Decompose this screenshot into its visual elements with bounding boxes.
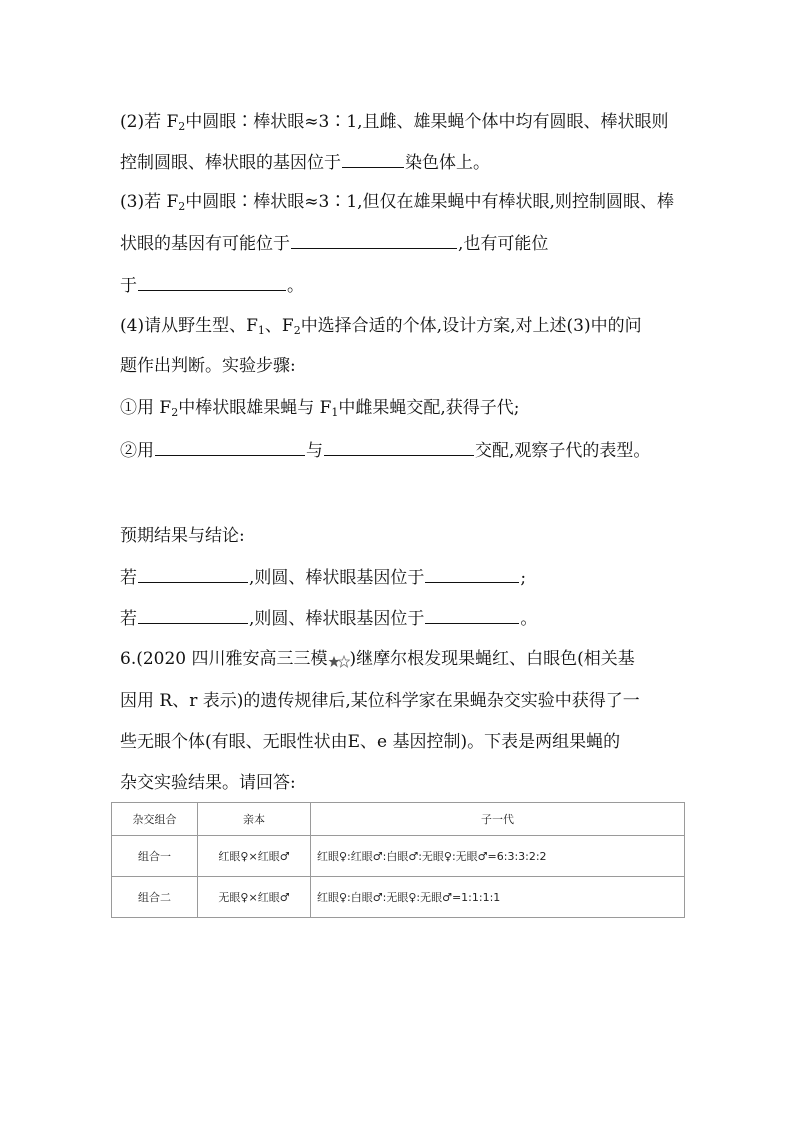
q3-line-3: 于 。: [120, 273, 680, 297]
table-cell: 红眼♀:红眼♂:白眼♂:无眼♀:无眼♂=6:3:3:2:2: [311, 836, 685, 877]
q4-step-2: ②用 与 交配,观察子代的表型。: [120, 438, 680, 462]
q3-line-2: 状眼的基因有可能位于 ,也有可能位: [120, 231, 680, 255]
q3-line-1: (3)若 $F_2$中圆眼∶棒状眼≈3∶1,但仅在雄果蝇中有棒状眼,则控制圆眼、棒: [120, 192, 674, 213]
table-row: [112, 836, 685, 877]
table-cell: 组合二: [112, 877, 198, 918]
result-line-1: 若 ,则圆、棒状眼基因位于 ;: [120, 565, 680, 589]
table-cell: 红眼♀×红眼♂: [198, 836, 311, 877]
table-cell: 无眼♀×红眼♂: [198, 877, 311, 918]
table-cell: 红眼♀:白眼♂:无眼♀:无眼♂=1:1:1:1: [311, 877, 685, 918]
result-line-2: 若 ,则圆、棒状眼基因位于 。: [120, 606, 680, 630]
answer-blank[interactable]: [155, 438, 305, 456]
answer-blank[interactable]: [138, 565, 248, 583]
answer-blank[interactable]: [324, 438, 474, 456]
q6-line-4: 杂交实验结果。请回答:: [120, 773, 296, 793]
table-header: 杂交组合: [112, 803, 198, 836]
q6-line-1: 6.(2020 四川雅安高三三模 )继摩尔根发现果蝇红、白眼色(相关基: [120, 649, 635, 669]
result-title: 预期结果与结论:: [120, 526, 245, 546]
q2-line-2: 控制圆眼、棒状眼的基因位于 染色体上。: [120, 150, 680, 174]
answer-blank[interactable]: [425, 606, 519, 624]
table-header: 亲本: [198, 803, 311, 836]
answer-blank[interactable]: [138, 273, 286, 291]
table-header-row: [112, 803, 685, 836]
answer-blank[interactable]: [425, 565, 519, 583]
difficulty-stars-icon: [328, 653, 350, 667]
q6-line-3: 些无眼个体(有眼、无眼性状由E、e 基因控制)。下表是两组果蝇的: [120, 732, 621, 752]
q4-step-1: ①用 $F_2$中棒状眼雄果蝇与 $F_1$中雌果蝇交配,获得子代;: [120, 398, 520, 419]
q2-line-1: (2)若 $F_2$中圆眼∶棒状眼≈3∶1,且雌、雄果蝇个体中均有圆眼、棒状眼则: [120, 112, 669, 133]
cross-results-table: [111, 802, 685, 918]
answer-blank[interactable]: [291, 231, 457, 249]
answer-blank[interactable]: [342, 150, 404, 168]
q6-line-2: 因用 R、r 表示)的遗传规律后,某位科学家在果蝇杂交实验中获得了一: [120, 691, 640, 711]
table-header: 子一代: [311, 803, 685, 836]
q4-line-2: 题作出判断。实验步骤:: [120, 356, 296, 376]
answer-blank[interactable]: [138, 606, 248, 624]
table-row: [112, 877, 685, 918]
table-cell: 组合一: [112, 836, 198, 877]
q4-line-1: (4)请从野生型、$F_1$、$F_2$中选择合适的个体,设计方案,对上述(3)中的问: [120, 316, 642, 337]
